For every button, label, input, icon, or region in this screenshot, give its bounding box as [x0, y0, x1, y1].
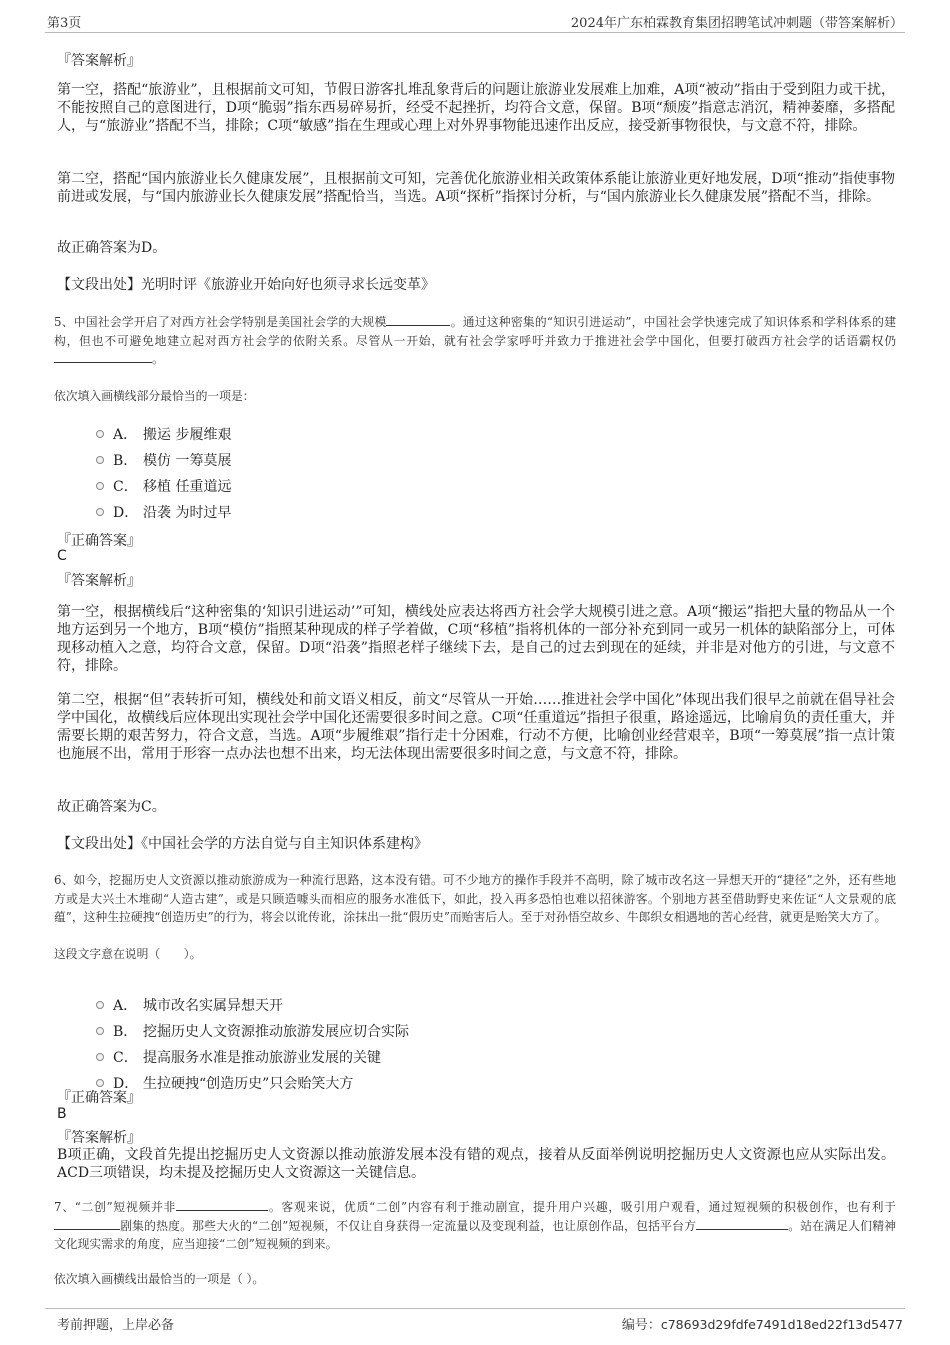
radio-icon[interactable] [96, 430, 104, 438]
document-title: 2024年广东柏霖教育集团招聘笔试冲刺题（带答案解析） [570, 16, 903, 31]
q4-analysis-p2: 第二空，搭配“国内旅游业长久健康发展”，且根据前文可知，完善优化旅游业相关政策体系能让旅游业更好地发展，D项“推动”指使事物前进或发展，与“国内旅游业长久健康发展”搭配恰当，当选。A项“探析”指探讨分析，与“国内旅游业长久健康发展”搭配不当，排除。 [57, 171, 895, 205]
blank-2 [54, 350, 152, 363]
radio-icon[interactable] [96, 1027, 104, 1035]
q6-analysis: B项正确，文段首先提出挖掘历史人文资源以推动旅游发展本没有错的观点，接着从反面举例说明挖掘历史人文资源也应从实际出发。ACD三项错误，均未提及挖掘历史人文资源这一关键信息。 [57, 1147, 895, 1181]
radio-icon[interactable] [96, 1001, 104, 1009]
q4-conclusion: 故正确答案为D。 [57, 240, 167, 256]
radio-icon[interactable] [96, 482, 104, 490]
q7-prompt: 依次填入画横线出最恰当的一项是（ ）。 [54, 1272, 265, 1286]
radio-icon[interactable] [96, 1053, 104, 1061]
q5-conclusion: 故正确答案为C。 [57, 799, 166, 815]
blank-1 [386, 313, 450, 326]
q5-option-d[interactable]: D． 沿袭 为时过早 [96, 502, 231, 522]
q6-prompt: 这段文字意在说明（ ）。 [54, 947, 202, 961]
q5-prompt: 依次填入画横线部分最恰当的一项是： [54, 389, 255, 403]
q5-option-a[interactable]: A． 搬运 步履维艰 [96, 424, 231, 444]
q6-option-b[interactable]: B． 挖掘历史人文资源推动旅游发展应切合实际 [96, 1021, 409, 1041]
q5-analysis-p1: 第一空，根据横线后“这种密集的‘知识引进运动’”可知，横线处应表达将西方社会学大规模引进之意。A项“搬运”指把大量的物品从一个地方运到另一个地方，B项“模仿”指照某种现成的样子学着做，C项“移植”指将机体的一部分补充到同一或另一机体的缺陷部分上，可体现移动植入之意，均符合文意，保留。D项“沿袭”指照老样子继续下去，是自己的过去到现在的延续，并非是对他方的引进，与文意不符，排除。 [57, 604, 895, 674]
q6-option-c[interactable]: C． 提高服务水准是推动旅游业发展的关键 [96, 1047, 381, 1067]
q4-source: 【文段出处】光明时评《旅游业开始向好也须寻求长远变革》 [57, 277, 435, 293]
q5-answer: C [57, 548, 67, 564]
q5-option-c[interactable]: C． 移植 任重道远 [96, 476, 231, 496]
q5-option-b[interactable]: B． 模仿 一筹莫展 [96, 450, 231, 470]
page-number: 第3页 [47, 16, 82, 31]
radio-icon[interactable] [96, 1079, 104, 1087]
q6-answer: B [57, 1106, 67, 1122]
blank-1 [176, 1198, 268, 1211]
q6-option-a[interactable]: A． 城市改名实属异想天开 [96, 995, 283, 1015]
q6-answer-label: 『正确答案』 [57, 1090, 141, 1106]
page-header [45, 12, 905, 33]
footer-code: 编号：c78693d29fdfe7491d18ed22f13d5477 [621, 1317, 903, 1333]
q5-analysis-p2: 第二空，根据“但”表转折可知，横线处和前文语义相反，前文“尽管从一开始……推进社会学中国化”体现出我们很早之前就在倡导社会学中国化，故横线后应体现出实现社会学中国化还需要很多时间之意。C项“任重道远”指担子很重，路途遥远，比喻肩负的责任重大，并需要长期的艰苦努力，符合文意，当选。A项“步履维艰”指行走十分困难，行动不方便，比喻创业经营艰辛，B项“一筹莫展”指一点计策也施展不出，常用于形容一点办法也想不出来，均无法体现出需要很多时间之意，与文意不符，排除。 [57, 692, 895, 762]
radio-icon[interactable] [96, 508, 104, 516]
q4-analysis-label: 『答案解析』 [57, 53, 141, 69]
q5-source: 【文段出处】《中国社会学的方法自觉与自主知识体系建构》 [57, 836, 428, 852]
footer-slogan: 考前押题，上岸必备 [57, 1318, 175, 1333]
page-footer [45, 1308, 905, 1333]
radio-icon[interactable] [96, 456, 104, 464]
blank-2 [54, 1217, 120, 1230]
q7-stem: 7、“二创”短视频并非 。客观来说，优质“二创”内容有利于推动剧宣，提升用户兴趣，吸引用户观看，通过短视频的积极创作，也有利于剧集的热度。那些大火的“二创”短视频，不仅让自身获得一定流量以及变现利益，也让原创作品，包括平台方 。站在满足人们精神文化现实需求的角度，应当迎接“二创”短视频的到来。 [54, 1200, 896, 1251]
q6-option-d[interactable]: D． 生拉硬拽“创造历史”只会贻笑大方 [96, 1073, 353, 1093]
q5-stem: 5、中国社会学开启了对西方社会学特别是美国社会学的大规模 。通过这种密集的“知识引进运动”，中国社会学快速完成了知识体系和学科体系的建构，但也不可避免地建立起对西方社会学的依附关系。尽管从一开始，就有社会学家呼吁并致力于推进社会学中国化，但要打破西方社会学的话语霸权仍。 [54, 315, 896, 366]
q4-analysis-p1: 第一空，搭配“旅游业”，且根据前文可知，节假日游客扎堆乱象背后的问题让旅游业发展难上加难，A项“被动”指由于受到阻力或干扰，不能按照自己的意图进行，D项“脆弱”指东西易碎易折，经受不起挫折，均符合文意，保留。B项“颓废”指意志消沉，精神萎靡，多搭配人，与“旅游业”搭配不当，排除；C项“敏感”指在生理或心理上对外界事物能迅速作出反应，接受新事物很快，与文意不符，排除。 [57, 82, 895, 134]
q5-analysis-label: 『答案解析』 [57, 573, 141, 589]
blank-3 [696, 1217, 788, 1230]
q6-stem: 6、如今，挖掘历史人文资源以推动旅游成为一种流行思路，这本没有错。可不少地方的操作手段并不高明，除了城市改名这一异想天开的“捷径”之外，还有些地方或是大兴土木堆砌“人造古建”，或是只顾造噱头而相应的服务水准低下，如此，投入再多恐怕也难以招徕游客。个别地方甚至借助野史来佐证“人文景观的底蕴”，这种生拉硬拽“创造历史”的行为，将会以讹传讹，涂抹出一批“假历史”而贻害后人。至于对孙悟空故乡、牛郎织女相遇地的苦心经营，就更是贻笑大方了。 [54, 873, 896, 924]
q6-analysis-label: 『答案解析』 [57, 1130, 141, 1146]
q5-answer-label: 『正确答案』 [57, 533, 141, 549]
